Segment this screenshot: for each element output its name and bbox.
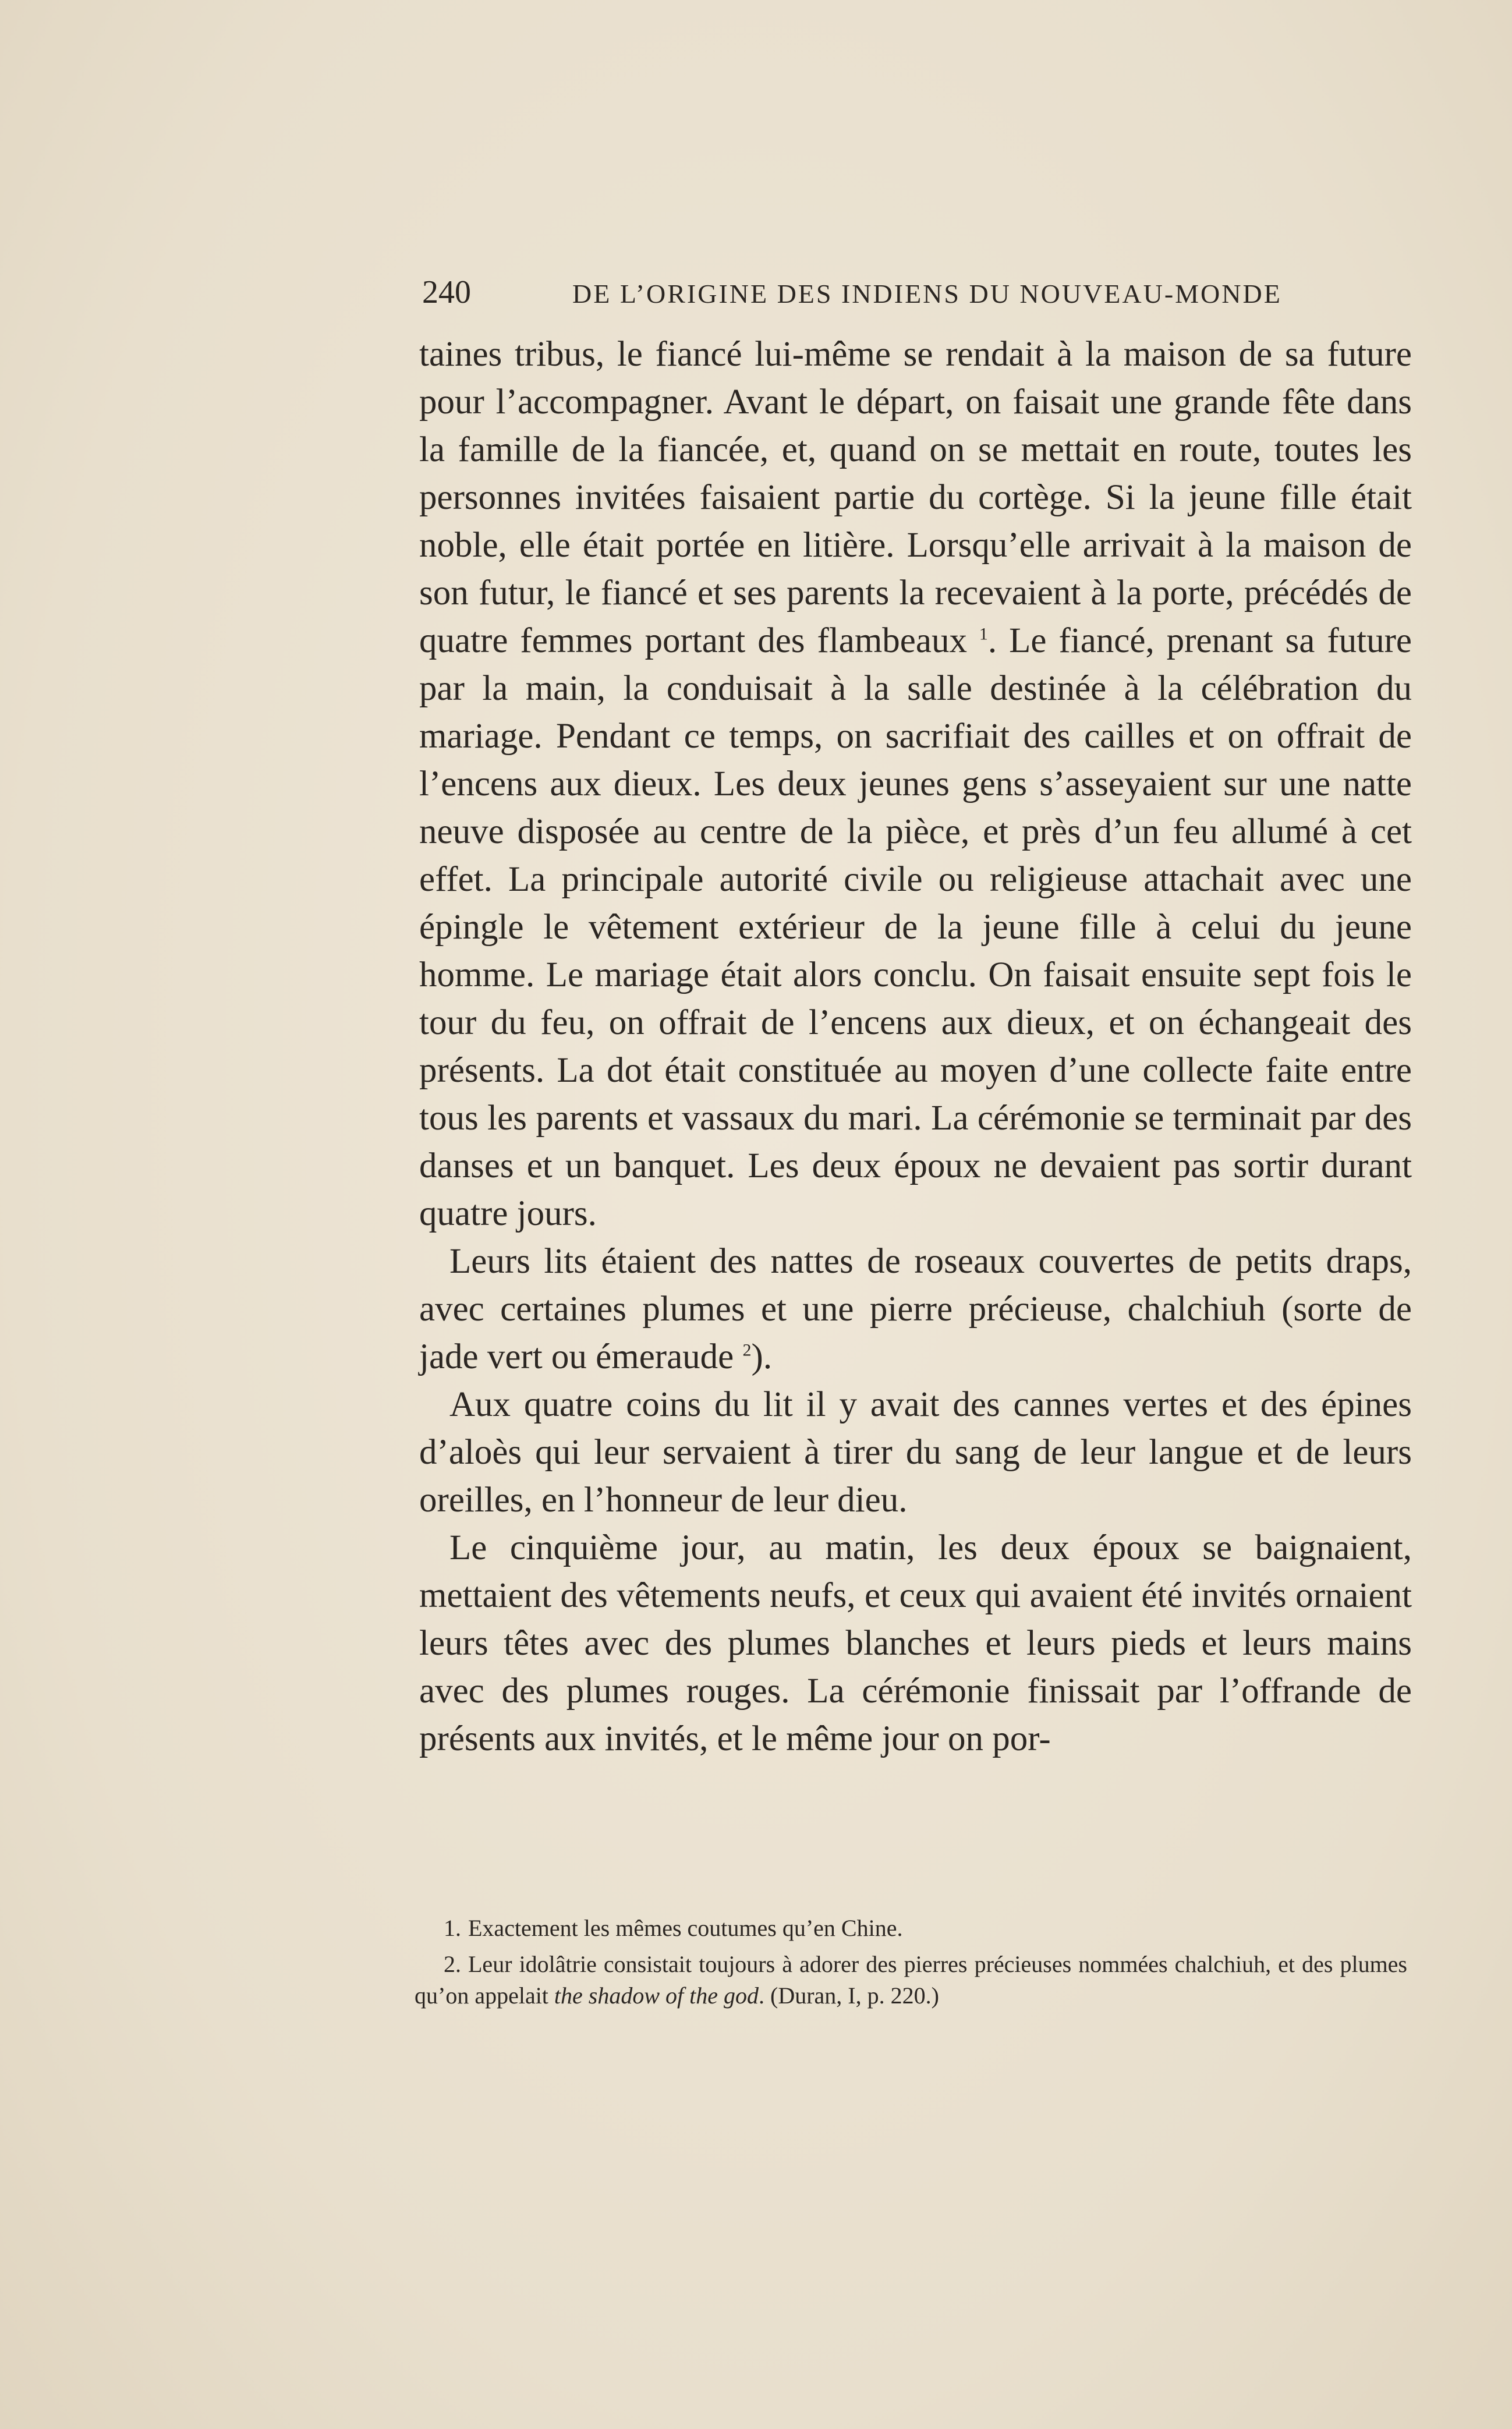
- footnote-1: [415, 1913, 1407, 1944]
- paragraph-2: [419, 1238, 1412, 1381]
- footnote-2-number: 2.: [444, 1951, 461, 1977]
- footnotes: [415, 1913, 1407, 2016]
- footnote-2-text-a: Leur idolâtrie consistait toujours à adorer des pierres précieuses nommées chalchiuh, et des plumes qu’on appelait: [415, 1951, 1407, 2009]
- main-text: [419, 331, 1412, 1763]
- paragraph-4: Le cinquième jour, au matin, les deux époux se baignaient, mettaient des vêtements neufs, et ceux qui avaient été invités ornaient leurs têtes avec des plumes blanches et leurs pieds et leurs mains avec des plumes rouges. La cérémonie finissait par l’offrande de présents aux invités, et le même jour on por-: [419, 1528, 1412, 1758]
- paragraph-2-text-a: Leurs lits étaient des nattes de roseaux couvertes de petits draps, avec certaines plumes et une pierre précieuse, chalchiuh (sorte de jade vert ou émeraude: [419, 1242, 1412, 1376]
- paragraph-3: Aux quatre coins du lit il y avait des cannes vertes et des épines d’aloès qui leur servaient à tirer du sang de leur langue et de leurs oreilles, en l’honneur de leur dieu.: [419, 1385, 1412, 1520]
- footnote-2-text-b: . (Duran, I, p. 220.): [759, 1982, 939, 2009]
- paragraph-1-text-b: . Le fiancé, prenant sa future par la main, la conduisait à la salle destinée à la célébration du mariage. Pendant ce temps, on sacrifiait des cailles et on offrait de l’encens aux dieux. Les deux jeunes gens s’asseyaient sur une natte neuve disposée au centre de la pièce, et près d’un feu allumé à cet effet. La principale autorité civile ou religieuse attachait avec une épingle le vêtement extérieur de la jeune fille à celui du jeune homme. Le mariage était alors conclu. On faisait ensuite sept fois le tour du feu, on offrait de l’encens aux dieux, et on échangeait des présents. La dot était constituée au moyen d’une collecte faite entre tous les parents et vassaux du mari. La cérémonie se terminait par des danses et un banquet. Les deux époux ne devaient pas sortir durant quatre jours.: [419, 621, 1412, 1233]
- paragraph-2-text-b: ).: [751, 1337, 773, 1376]
- page-number: 240: [422, 274, 471, 310]
- footnote-ref-2: 2: [742, 1340, 752, 1360]
- footnote-1-number: 1.: [444, 1915, 461, 1941]
- page-header: [422, 274, 1406, 314]
- footnote-2: [415, 1949, 1407, 2012]
- paragraph-1-text-a: taines tribus, le fiancé lui-même se rendait à la maison de sa future pour l’accompagner. Avant le départ, on faisait une grande fête dans la famille de la fiancée, et, quand on se mettait en route, toutes les personnes invitées faisaient partie du cortège. Si la jeune fille était noble, elle était portée en litière. Lorsqu’elle arrivait à la maison de son futur, le fiancé et ses parents la recevaient à la porte, précédés de quatre femmes portant des flambeaux: [419, 335, 1412, 660]
- footnote-1-text: Exactement les mêmes coutumes qu’en Chine.: [468, 1915, 903, 1941]
- footnote-ref-1: 1: [979, 624, 988, 644]
- paragraph-1: [419, 331, 1412, 1238]
- footnote-2-italic: the shadow of the god: [554, 1982, 759, 2009]
- running-title: DE L’ORIGINE DES INDIENS DU NOUVEAU-MONDE: [572, 279, 1282, 309]
